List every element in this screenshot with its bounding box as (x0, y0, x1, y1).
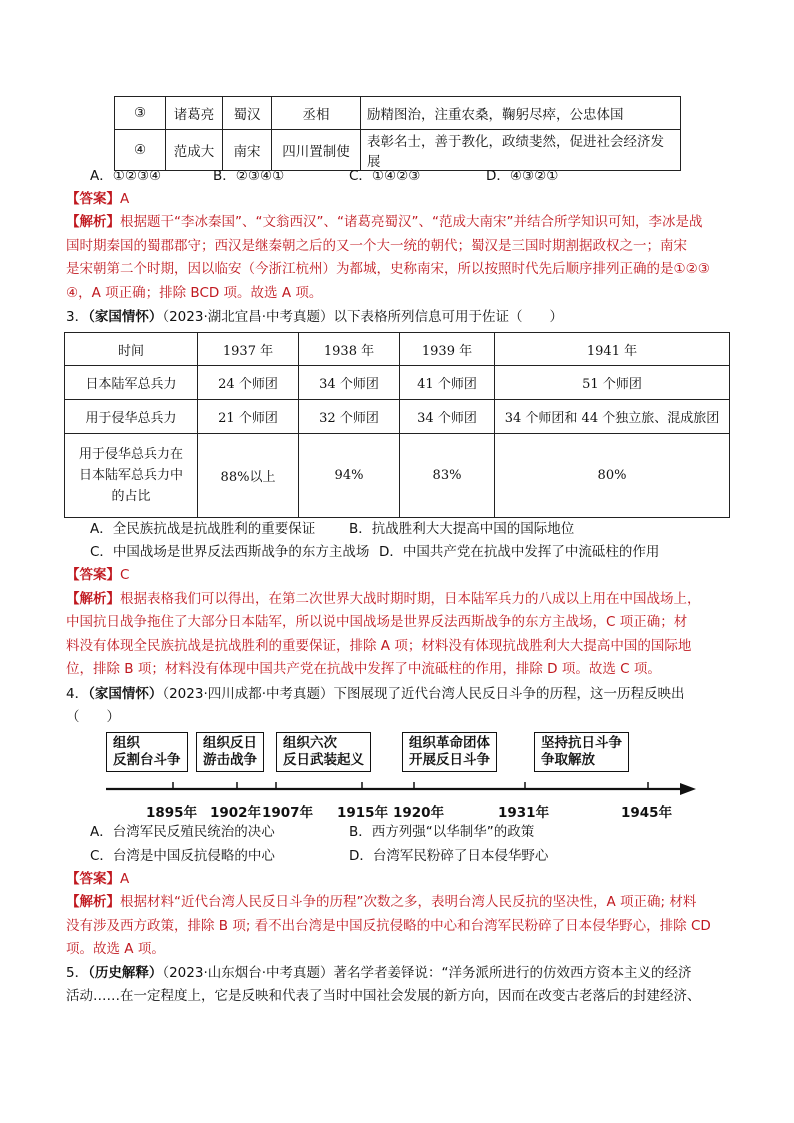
table-cell: 41 个师团 (400, 366, 495, 400)
table-cell: 蜀汉 (223, 97, 272, 130)
row-label-line: 的占比 (111, 489, 151, 504)
table-header: 1937 年 (198, 333, 299, 366)
timeline-event (196, 732, 264, 772)
row-label-line: 用于侵华总兵力在 (78, 447, 183, 462)
analysis-line (66, 212, 702, 232)
table-cell: 51 个师团 (495, 366, 730, 400)
analysis-text: ④，A 项正确；排除 BCD 项。故选 A 项。 (66, 285, 323, 301)
analysis-text: 项。故选 A 项。 (66, 941, 165, 957)
question-source: （2023·湖北宜昌·中考真题） (162, 309, 334, 325)
table-cell: 21 个师团 (198, 400, 299, 434)
table-cell: 88%以上 (198, 434, 299, 518)
option-c: C．①④②③ (349, 168, 421, 184)
timeline-year: 1931年 (498, 805, 550, 821)
answer-line (66, 869, 129, 889)
timeline-event-line: 组织六次 (283, 735, 337, 751)
table-cell: 诸葛亮 (166, 97, 223, 130)
answer-label: 【答案】 (66, 191, 120, 207)
option-c: C．中国战场是世界反法西斯战争的东方主战场 (90, 544, 370, 560)
table-cell: 34 个师团和 44 个独立旅、混成旅团 (495, 400, 730, 434)
table-cell: 34 个师团 (400, 400, 495, 434)
question-number: 5． (66, 965, 89, 981)
timeline-event (402, 732, 497, 772)
question-text: 下图展现了近代台湾人民反日斗争的历程，这一历程反映出 (333, 686, 685, 702)
option-d: D．④③②① (486, 168, 559, 184)
answer-line (66, 189, 129, 209)
question-text: 著名学者姜铎说：“洋务派所进行的仿效西方资本主义的经济 (333, 965, 692, 981)
analysis-line (66, 892, 696, 912)
timeline-event-line: 游击战争 (203, 752, 257, 768)
table-cell: ④ (115, 130, 166, 171)
row-label-line: 日本陆军总兵力中 (78, 468, 183, 483)
timeline-event-line: 组织 (113, 735, 140, 751)
table-cell: 34 个师团 (299, 366, 400, 400)
table-row (65, 434, 730, 518)
question-number: 4． (66, 686, 89, 702)
option-c: C．台湾是中国反抗侵略的中心 (90, 848, 275, 864)
table-header: 1938 年 (299, 333, 400, 366)
table-cell: 丞相 (272, 97, 361, 130)
table-header: 1941 年 (495, 333, 730, 366)
table-header: 1939 年 (400, 333, 495, 366)
row-label: 用于侵华总兵力 (65, 400, 198, 434)
question-number: 3． (66, 309, 89, 325)
analysis-text: 中国抗日战争拖住了大部分日本陆军，所以说中国战场是世界反法西斯战争的东方主战场，C 项正确；材 (66, 614, 688, 630)
question-tag: （历史解释） (88, 965, 163, 981)
answer-line (66, 565, 129, 585)
table-cell: ③ (115, 97, 166, 130)
analysis-text: 料没有体现全民族抗战是抗战胜利的重要保证，排除 A 项；材料没有体现抗战胜利大大提高中国的国际地 (66, 638, 692, 654)
question-text: 活动……在一定程度上，它是反映和代表了当时中国社会发展的新方向，因而在改变古老落后的封建经济、 (66, 988, 701, 1004)
table-cell: 南宋 (223, 130, 272, 171)
timeline-event (276, 732, 371, 772)
option-b: B．抗战胜利大大提高中国的国际地位 (349, 521, 575, 537)
troops-table (64, 332, 730, 518)
table-cell: 32 个师团 (299, 400, 400, 434)
row-label: 日本陆军总兵力 (65, 366, 198, 400)
analysis-text: 根据材料“近代台湾人民反日斗争的历程”次数之多，表明台湾人民反抗的坚决性，A 项正确; 材料 (120, 894, 697, 910)
answer-value: C (120, 567, 130, 583)
question-text: 以下表格所列信息可用于佐证（ ） (333, 309, 564, 325)
timeline-event (534, 732, 629, 772)
analysis-text: 根据题干“李冰秦国”、“文翁西汉”、“诸葛亮蜀汉”、“范成大南宋”并结合所学知识可知，李冰是战 (120, 214, 703, 230)
dynasty-table (114, 96, 681, 171)
analysis-text: 根据表格我们可以得出，在第二次世界大战时期时期，日本陆军兵力的八成以上用在中国战场上， (120, 591, 701, 607)
option-b: B．②③④① (213, 168, 285, 184)
question-4-stem (66, 684, 685, 704)
table-cell: 励精图治，注重农桑，鞠躬尽瘁，公忠体国 (361, 97, 681, 130)
table-row (65, 400, 730, 434)
table-row (65, 366, 730, 400)
table-cell: 范成大 (166, 130, 223, 171)
timeline-year: 1920年 (393, 805, 445, 821)
question-tag: （家国情怀） (88, 309, 163, 325)
answer-value: A (120, 191, 130, 207)
timeline-event-line: 组织反日 (203, 735, 257, 751)
table-header-row (65, 333, 730, 366)
analysis-text: 国时期秦国的蜀郡郡守；西汉是继秦朝之后的又一个大一统的朝代；蜀汉是三国时期割据政权之一；南宋 (66, 238, 687, 254)
timeline-event-line: 反割台斗争 (113, 752, 181, 768)
answer-label: 【答案】 (66, 871, 120, 887)
option-a: A．①②③④ (90, 168, 162, 184)
timeline-year: 1902年 (210, 805, 262, 821)
table-cell: 24 个师团 (198, 366, 299, 400)
analysis-label: 【解析】 (66, 214, 120, 230)
timeline-event-line: 反日武装起义 (283, 752, 364, 768)
option-d: D．台湾军民粉碎了日本侵华野心 (349, 848, 549, 864)
question-bracket: （ ） (66, 709, 120, 725)
question-3-stem (66, 307, 563, 327)
table-cell: 80% (495, 434, 730, 518)
timeline-event (106, 732, 188, 772)
option-a: A．全民族抗战是抗战胜利的重要保证 (90, 521, 316, 537)
timeline-year: 1915年 (337, 805, 389, 821)
table-cell: 四川置制使 (272, 130, 361, 171)
table-header: 时间 (65, 333, 198, 366)
timeline-year: 1945年 (621, 805, 673, 821)
timeline-event-line: 争取解放 (541, 752, 595, 768)
question-5-stem (66, 963, 692, 983)
question-source: （2023·山东烟台·中考真题） (162, 965, 334, 981)
table-cell: 表彰名士，善于教化，政绩斐然，促进社会经济发展 (361, 130, 681, 171)
option-d: D．中国共产党在抗战中发挥了中流砥柱的作用 (379, 544, 660, 560)
table-cell: 94% (299, 434, 400, 518)
timeline-arrow (680, 783, 696, 795)
timeline-year: 1895年 (146, 805, 198, 821)
analysis-text: 位，排除 B 项；材料没有体现中国共产党在抗战中发挥了中流砥柱的作用，排除 D 项。故选 C 项。 (66, 661, 661, 677)
timeline-year: 1907年 (262, 805, 314, 821)
table-row (115, 97, 681, 130)
analysis-line (66, 589, 701, 609)
timeline-event-line: 开展反日斗争 (409, 752, 490, 768)
analysis-label: 【解析】 (66, 894, 120, 910)
answer-value: A (120, 871, 130, 887)
question-tag: （家国情怀） (88, 686, 163, 702)
analysis-label: 【解析】 (66, 591, 120, 607)
answer-label: 【答案】 (66, 567, 120, 583)
analysis-text: 是宋朝第二个时期，因以临安（今浙江杭州）为都城，史称南宋，所以按照时代先后顺序排列正确的是①②③ (66, 261, 710, 277)
option-a: A．台湾军民反殖民统治的决心 (90, 824, 275, 840)
analysis-text: 没有涉及西方政策，排除 B 项; 看不出台湾是中国反抗侵略的中心和台湾军民粉碎了日本侵华野心，排除 CD (66, 918, 711, 934)
row-label (65, 434, 198, 518)
timeline-event-line: 组织革命团体 (409, 735, 490, 751)
table-cell: 83% (400, 434, 495, 518)
timeline-event-line: 坚持抗日斗争 (541, 735, 622, 751)
table-row (115, 130, 681, 171)
question-source: （2023·四川成都·中考真题） (162, 686, 334, 702)
option-b: B．西方列强“以华制华”的政策 (349, 824, 535, 840)
